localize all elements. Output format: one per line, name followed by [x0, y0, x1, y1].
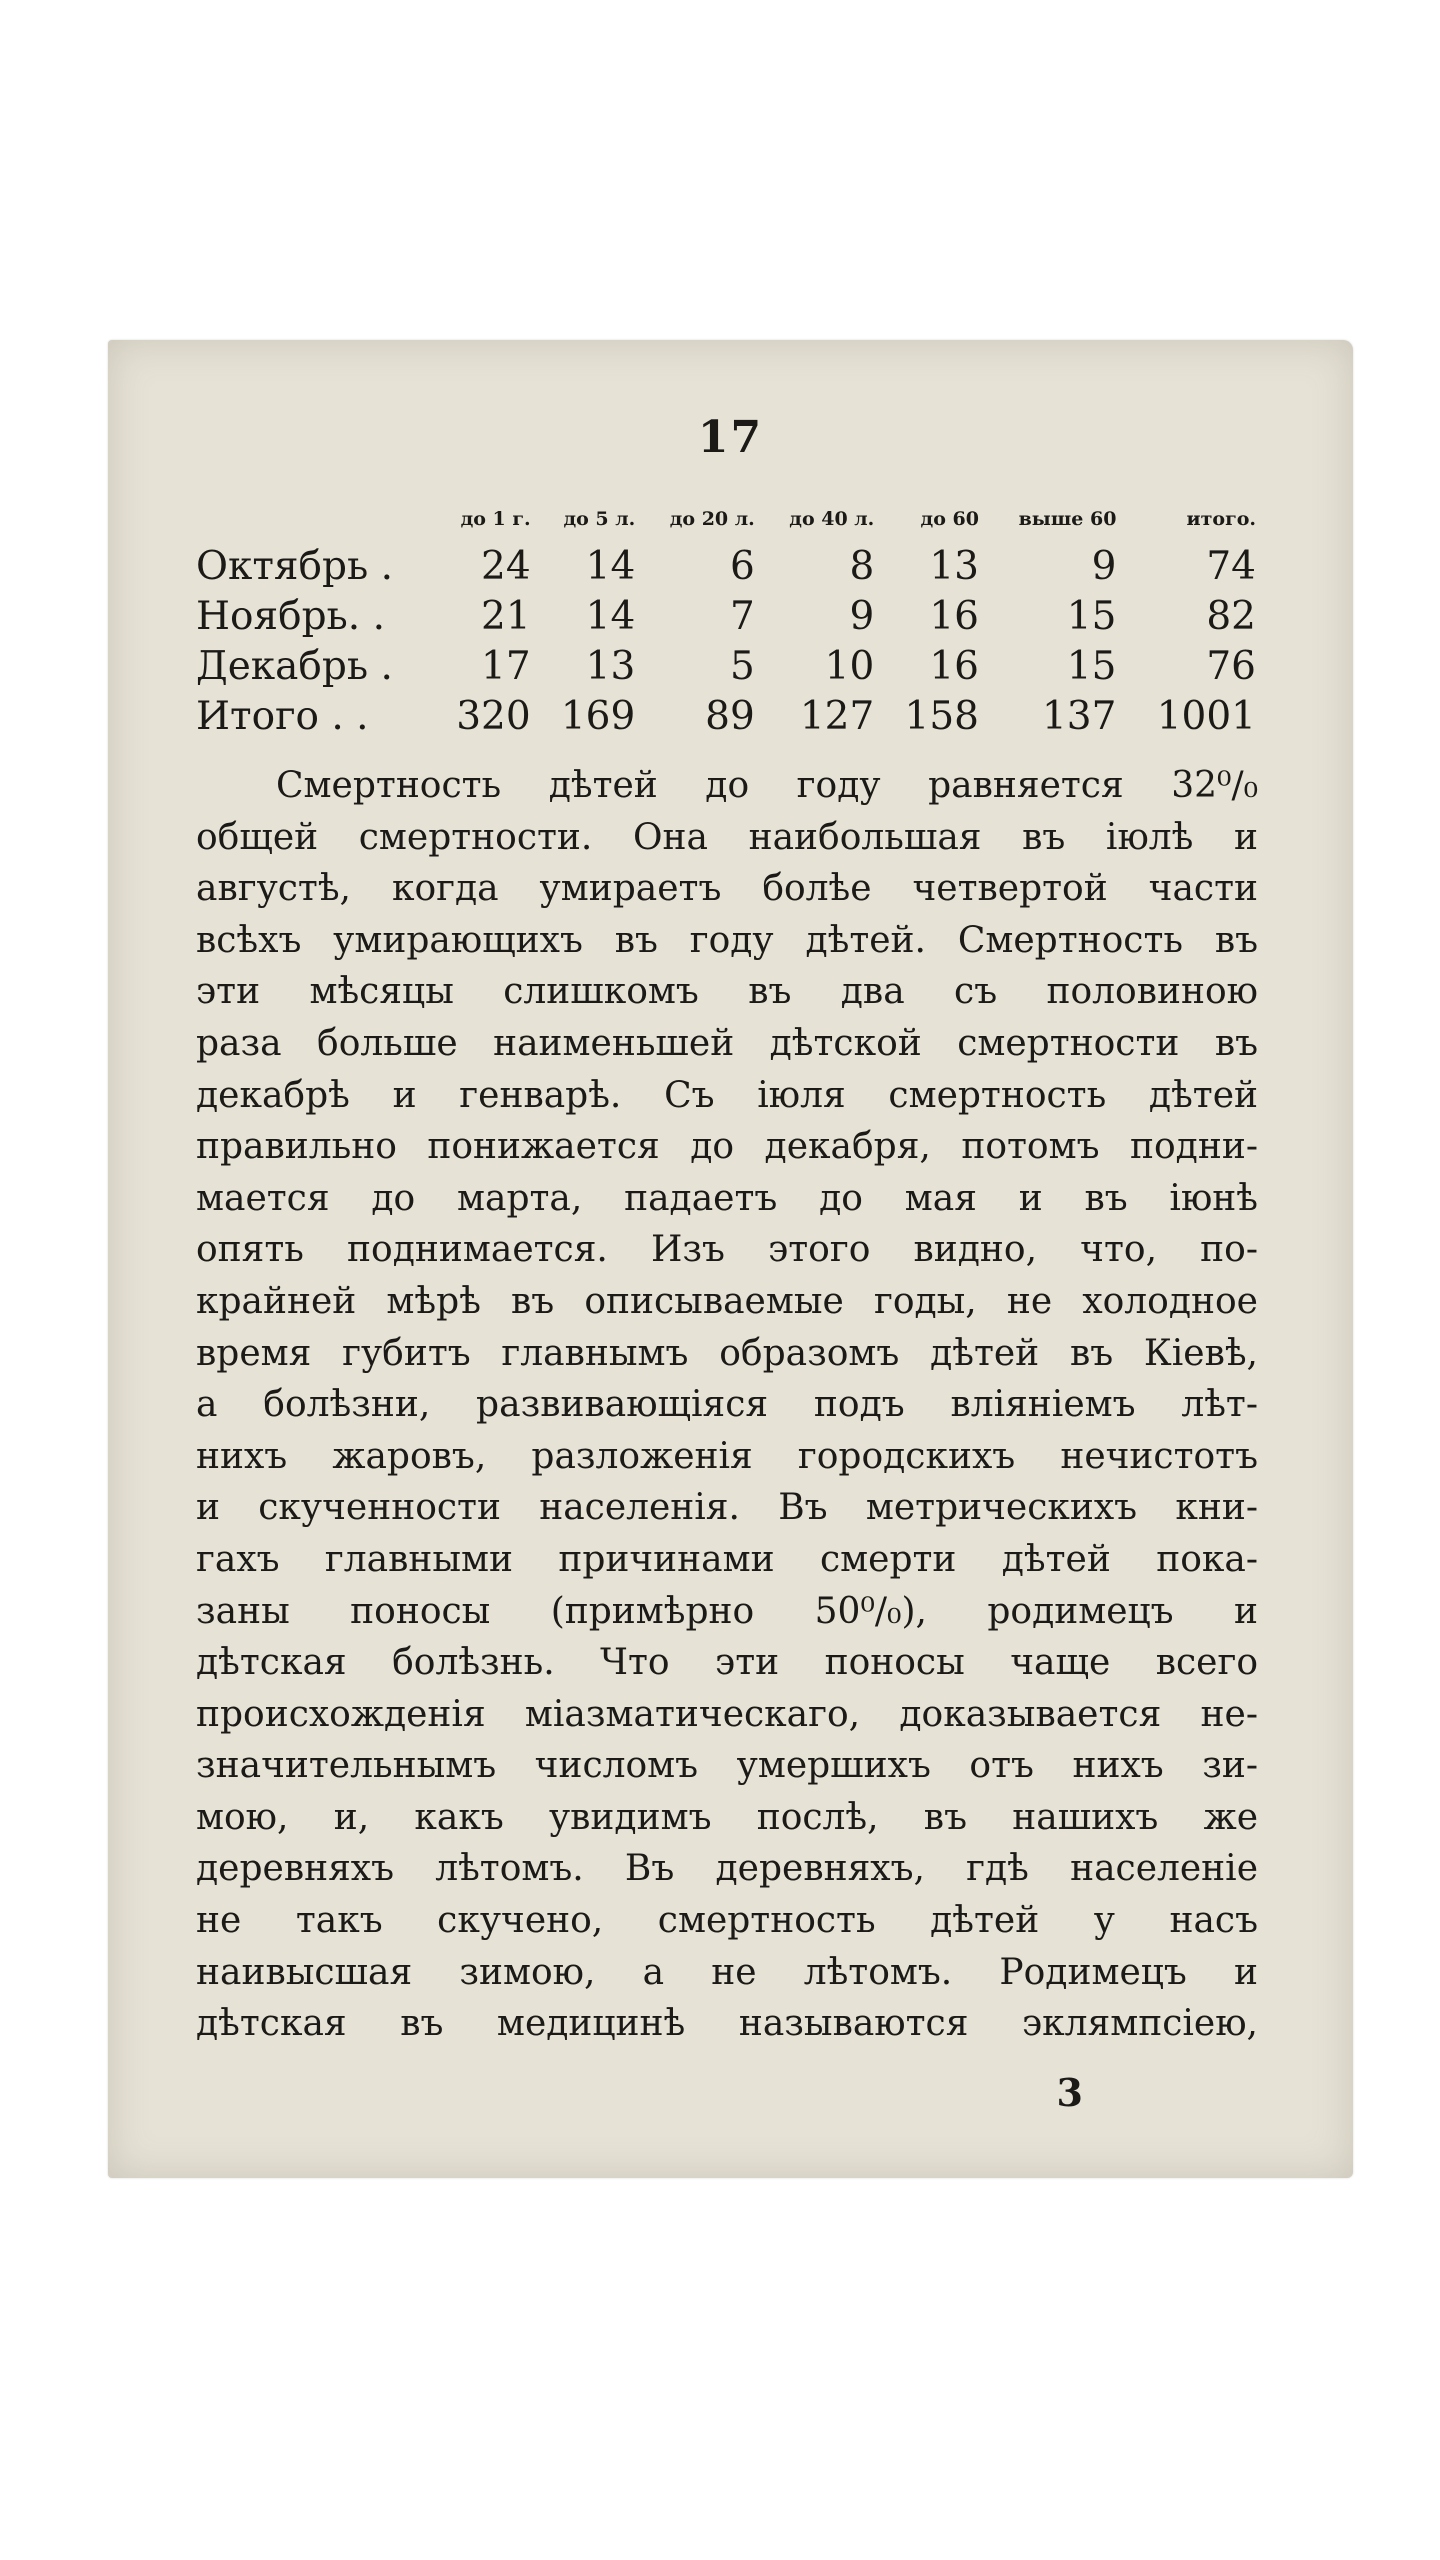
text-line: декабрѣ и генварѣ. Съ iюля смертность дѣтей [196, 1074, 1258, 1116]
table-header-cell: до 40 л. [789, 508, 875, 530]
page-number: 17 [697, 412, 764, 463]
text-line: не такъ скучено, смертность дѣтей у насъ [196, 1900, 1258, 1942]
table-cell: 21 [481, 594, 531, 639]
table-row-total [196, 692, 1256, 742]
text-line: дѣтская въ медицинѣ называются эклямпсiею, [196, 2003, 1258, 2045]
text-line: дѣтская болѣзнь. Что эти поносы чаще всего [196, 1642, 1258, 1684]
table-cell: 16 [929, 594, 979, 639]
text-line: августѣ, когда умираетъ болѣе четвертой части [196, 868, 1258, 910]
text-line: Смертность дѣтей до году равняется 32⁰/₀ [276, 765, 1258, 806]
row-label: Итого . . [196, 694, 369, 739]
mortality-table [196, 508, 1256, 742]
table-header-cell: до 60 [920, 508, 979, 530]
table-cell: 10 [824, 644, 875, 689]
text-line: заны поносы (примѣрно 50⁰/₀), родимецъ и [196, 1590, 1258, 1632]
table-row [196, 642, 1256, 692]
table-cell: 1001 [1156, 694, 1256, 739]
table-cell: 74 [1206, 544, 1256, 589]
table-row [196, 592, 1256, 642]
text-line: нихъ жаровъ, разложенiя городскихъ нечистотъ [196, 1435, 1258, 1477]
table-cell: 13 [929, 544, 979, 589]
table-cell: 6 [729, 544, 755, 589]
table-cell: 8 [849, 544, 875, 589]
text-line: деревняхъ лѣтомъ. Въ деревняхъ, гдѣ населенiе [196, 1848, 1258, 1890]
text-line: мою, и, какъ увидимъ послѣ, въ нашихъ же [196, 1796, 1258, 1838]
text-line: опять поднимается. Изъ этого видно, что, по- [196, 1229, 1258, 1271]
table-header-cell [196, 508, 426, 542]
row-label: Октябрь . [196, 544, 393, 589]
table-cell: 16 [929, 644, 979, 689]
table-cell: 127 [799, 694, 875, 739]
table-cell: 9 [849, 594, 875, 639]
text-line: всѣхъ умирающихъ въ году дѣтей. Смертность въ [196, 919, 1258, 961]
text-line: гахъ главными причинами смерти дѣтей пока- [196, 1538, 1258, 1580]
table-header-cell: до 1 г. [460, 508, 531, 530]
table-header-row [196, 508, 1256, 542]
signature-mark: 3 [1056, 2070, 1083, 2115]
table-cell: 15 [1066, 644, 1117, 689]
text-line: и скученности населенiя. Въ метрическихъ кни- [196, 1487, 1258, 1529]
table-row [196, 542, 1256, 592]
text-line: мается до марта, падаетъ до мая и въ iюнѣ [196, 1177, 1258, 1219]
table-header-cell: выше 60 [1018, 508, 1117, 530]
table-cell: 14 [585, 544, 636, 589]
table-cell: 158 [904, 694, 979, 739]
table-header-cell: до 20 л. [669, 508, 755, 530]
text-line: наивысшая зимою, а не лѣтомъ. Родимецъ и [196, 1951, 1258, 1993]
text-line: крайней мѣрѣ въ описываемые годы, не холодное [196, 1280, 1258, 1322]
table-header-cell: итого. [1186, 508, 1256, 530]
text-line: правильно понижается до декабря, потомъ подни- [196, 1126, 1258, 1168]
table-header-cell: до 5 л. [563, 508, 636, 530]
table-cell: 24 [481, 544, 531, 589]
text-line: раза больше наименьшей дѣтской смертности въ [196, 1022, 1258, 1064]
book-page [108, 340, 1353, 2178]
text-line: общей смертности. Она наибольшая въ iюлѣ и [196, 816, 1258, 858]
text-line: значительнымъ числомъ умершихъ отъ нихъ зи- [196, 1745, 1258, 1787]
table-cell: 320 [456, 694, 531, 739]
text-line: время губитъ главнымъ образомъ дѣтей въ Кiевѣ, [196, 1332, 1258, 1374]
table-cell: 137 [1041, 694, 1117, 739]
text-line: эти мѣсяцы слишкомъ въ два съ половиною [196, 971, 1258, 1013]
table-cell: 169 [560, 694, 636, 739]
table-cell: 14 [585, 594, 636, 639]
row-label: Ноябрь. . [196, 594, 385, 639]
table-cell: 5 [729, 644, 755, 689]
text-line: происхожденiя мiазматическаго, доказывается не- [196, 1693, 1258, 1735]
table-cell: 13 [585, 644, 636, 689]
text-line: а болѣзни, развивающiяся подъ влiянiемъ лѣт- [196, 1384, 1258, 1426]
body-paragraph [196, 760, 1258, 2050]
table-cell: 17 [481, 644, 531, 689]
table-cell: 82 [1206, 594, 1256, 639]
row-label: Декабрь . [196, 644, 393, 689]
table-cell: 89 [705, 694, 755, 739]
table-cell: 76 [1206, 644, 1256, 689]
table-cell: 9 [1091, 544, 1117, 589]
table-cell: 15 [1066, 594, 1117, 639]
table-cell: 7 [729, 594, 755, 639]
